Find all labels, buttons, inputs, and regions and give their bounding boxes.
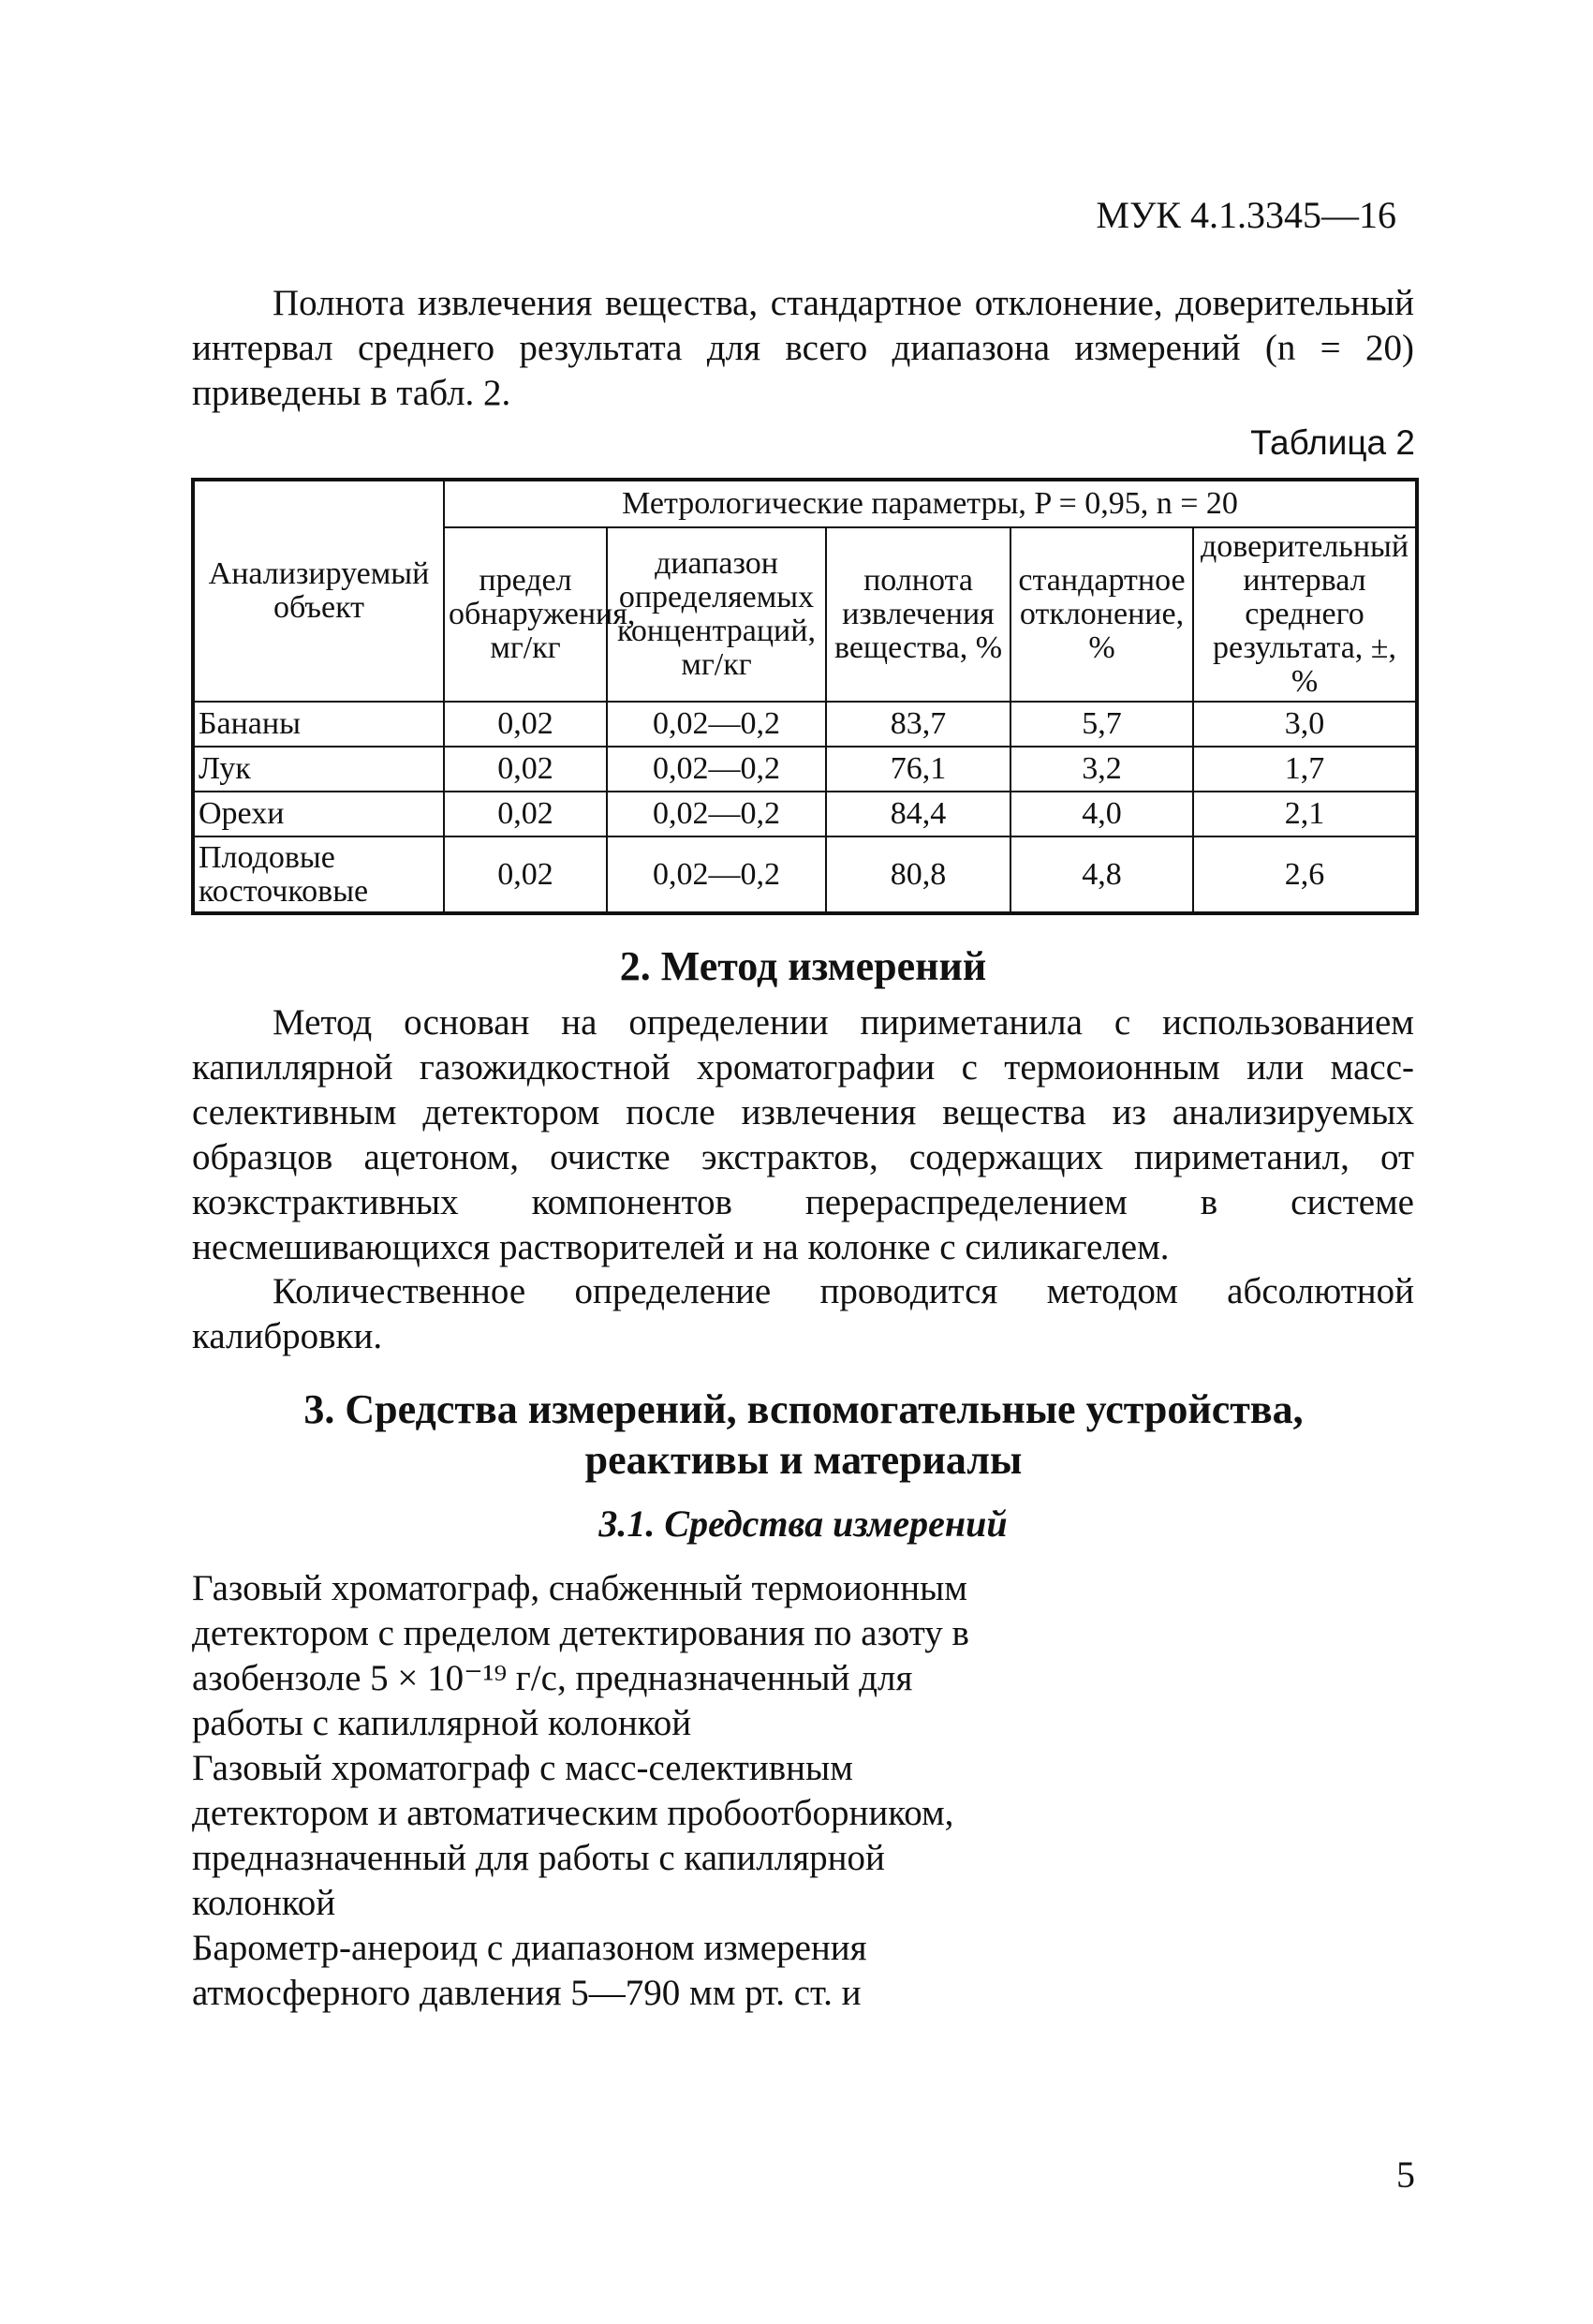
section-3-heading: 3. Средства измерений, вспомогательные устройства, реактивы и материалы bbox=[303, 1386, 1304, 1483]
measuring-instruments-list bbox=[192, 1566, 1016, 2016]
column-header-sd: стандартное отклонение, % bbox=[1010, 527, 1193, 702]
cell-range: 0,02—0,2 bbox=[607, 836, 826, 913]
cell-sd: 4,0 bbox=[1010, 792, 1193, 836]
cell-lod: 0,02 bbox=[444, 702, 607, 747]
table-row bbox=[193, 792, 1417, 836]
document-code: МУК 4.1.3345—16 bbox=[1096, 194, 1396, 236]
cell-range: 0,02—0,2 bbox=[607, 702, 826, 747]
cell-lod: 0,02 bbox=[444, 747, 607, 792]
column-header-lod: предел обнаружения, мг/кг bbox=[444, 527, 607, 702]
cell-range: 0,02—0,2 bbox=[607, 792, 826, 836]
column-header-range: диапазон определяемых концентраций, мг/кг bbox=[607, 527, 826, 702]
parameters-group-header: Метрологические параметры, P = 0,95, n = 20 bbox=[444, 480, 1417, 527]
section-2-heading: 2. Метод измерений bbox=[619, 943, 987, 989]
column-header-ci: доверительный интервал среднего результата, ±, % bbox=[1193, 527, 1417, 702]
intro-paragraph: Полнота извлечения вещества, стандартное отклонение, доверительный интервал среднего результата для всего диапазона измерений (n = 20) приведены в табл. 2. bbox=[192, 283, 1414, 413]
section-2-paragraph-2: Количественное определение проводится методом абсолютной калибровки. bbox=[192, 1271, 1414, 1356]
cell-sd: 5,7 bbox=[1010, 702, 1193, 747]
cell-sd: 4,8 bbox=[1010, 836, 1193, 913]
metrology-table bbox=[191, 478, 1419, 915]
cell-recovery: 84,4 bbox=[826, 792, 1010, 836]
cell-lod: 0,02 bbox=[444, 792, 607, 836]
table-row bbox=[193, 747, 1417, 792]
list-item: Барометр-анероид с диапазоном измерения атмосферного давления 5—790 мм рт. ст. и bbox=[192, 1928, 867, 2013]
cell-object: Плодовые косточковые bbox=[193, 836, 444, 913]
table-caption: Таблица 2 bbox=[1250, 423, 1415, 462]
cell-sd: 3,2 bbox=[1010, 747, 1193, 792]
cell-recovery: 76,1 bbox=[826, 747, 1010, 792]
table-row bbox=[193, 702, 1417, 747]
cell-recovery: 83,7 bbox=[826, 702, 1010, 747]
list-item: Газовый хроматограф, снабженный термоионным детектором с пределом детектирования по азоту в азобензоле 5 × 10⁻¹⁹ г/с, предназначенный для работы с капиллярной колонкой bbox=[192, 1568, 969, 1743]
section-2-paragraph-1: Метод основан на определении пириметанила с использованием капиллярной газожидкостной хроматографии с термоионным или масс-селективным детектором после извлечения вещества из анализируемых образцов ацетоном, очистке экстрактов, содержащих пириметанил, от коэкстрактивных компонентов перераспределением в системе несмешивающихся растворителей и на колонке с силикагелем. bbox=[192, 1002, 1414, 1267]
table-row bbox=[193, 836, 1417, 913]
cell-object: Лук bbox=[193, 747, 444, 792]
section-3-1-subheading: 3.1. Средства измерений bbox=[598, 1502, 1008, 1545]
column-header-recovery: полнота извлечения вещества, % bbox=[826, 527, 1010, 702]
cell-lod: 0,02 bbox=[444, 836, 607, 913]
table-header-row-1 bbox=[193, 480, 1417, 527]
object-column-header: Анализируемый объект bbox=[193, 480, 444, 702]
list-item: Газовый хроматограф с масс-селективным детектором и автоматическим пробоотборником, предназначенный для работы с капиллярной колонкой bbox=[192, 1748, 954, 1923]
cell-ci: 3,0 bbox=[1193, 702, 1417, 747]
cell-ci: 1,7 bbox=[1193, 747, 1417, 792]
cell-object: Орехи bbox=[193, 792, 444, 836]
cell-ci: 2,1 bbox=[1193, 792, 1417, 836]
page-number: 5 bbox=[1396, 2154, 1415, 2196]
cell-object: Бананы bbox=[193, 702, 444, 747]
cell-recovery: 80,8 bbox=[826, 836, 1010, 913]
cell-range: 0,02—0,2 bbox=[607, 747, 826, 792]
cell-ci: 2,6 bbox=[1193, 836, 1417, 913]
